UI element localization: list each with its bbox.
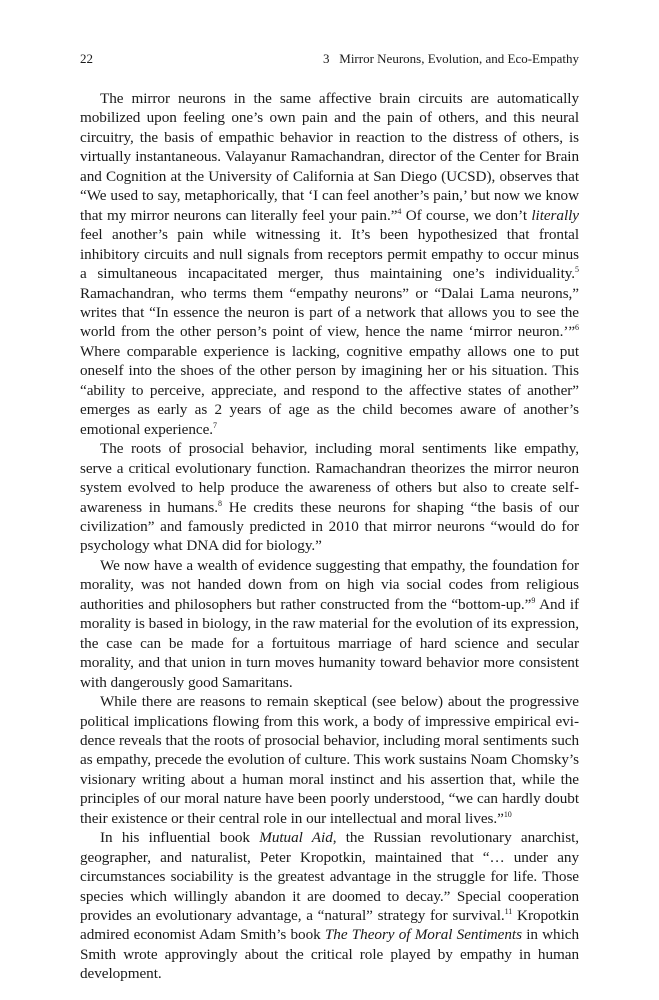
italic-text: literally bbox=[531, 206, 579, 224]
text-run: in which Smith wrote approvingly about the critical role played by empathy in human development. bbox=[80, 926, 580, 983]
text-run: The roots of prosocial behavior, including moral sentiments like empathy, serve a critical evolutionary function. Ramachandran theorizes the mirror neuron system evolved to help produce the awareness of others but also to create self-awareness in humans. bbox=[80, 440, 579, 516]
chapter-title: 3 Mirror Neurons, Evolution, and Eco-Empathy bbox=[323, 51, 579, 66]
paragraph bbox=[80, 692, 579, 828]
text-run: The mirror neurons in the same affective brain circuits are automatically mobilized upon feeling one’s own pain and the pain of others, and this neural circuitry, the basis of empathic behavior in reaction to the distress of others, is virtually instantaneous. Valayanur Ramachandran, director of the Center for Brain and Cognition at the University of California at San Diego (UCSD), observes that “We used to say, metaphorically, that ‘I can feel another’s pain,’ but now we know that my mirror neurons can literally feel your pain.” bbox=[80, 90, 579, 224]
footnote-reference: 8 bbox=[218, 498, 222, 508]
footnote-reference: 11 bbox=[504, 907, 513, 917]
text-run: Of course, we don’t bbox=[401, 206, 532, 224]
body-text bbox=[80, 89, 579, 984]
text-run: While there are reasons to remain skeptical (see below) about the progressive political implications flowing from this work, a body of impressive empirical evidence reveals that the roots of prosocial behavior, including moral sentiments such as empathy, precede the evolution of culture. This work sustains Noam Chomsky’s visionary writing about a human moral instinct and his assertion that, while the principles of our moral nature have been poorly understood, “we can hardly doubt their existence or their central role in our intellectual and moral lives.” bbox=[80, 693, 579, 827]
text-run: And if morality is based in biology, in the raw material for the evolution of its expression, the case can be made for a fortuitous marriage of hard science and secular morality, and that union in turn moves humanity toward behavior more consistent with dangerously good Samaritans. bbox=[80, 595, 580, 691]
footnote-reference: 7 bbox=[213, 420, 217, 430]
text-run: We now have a wealth of evidence suggesting that empathy, the foundation for morality, was not handed down from on high via social codes from religious authorities and philosophers but rather constructed from the “bottom-up.” bbox=[80, 556, 579, 613]
paragraph bbox=[80, 89, 579, 439]
paragraph bbox=[80, 556, 579, 692]
text-run: , the Russian revolutionary anarchist, geographer, and naturalist, Peter Kropotkin, maintained that “… under any circumstances sociability is the greatest advantage in the struggle for life. Those species which willingly abandon it are doomed to decay.” Special cooperation provides an evolutionary advantage, a “natural” strategy for survival. bbox=[80, 829, 579, 925]
paragraph bbox=[80, 439, 579, 556]
text-run: He credits these neurons for shaping “the basis of our civilization” and famously predicted in 2010 that mirror neurons “would do for psychology what DNA did for biology.” bbox=[80, 498, 579, 555]
paragraph bbox=[80, 828, 579, 984]
text-run: Ramachandran, who terms them “empathy neurons” or “Dalai Lama neurons,” writes that “In essence the neuron is part of a network that allows you to see the world from the other person’s point of view, hence the name ‘mirror neuron.’” bbox=[80, 284, 579, 341]
text-run: In his influential book bbox=[100, 829, 260, 847]
italic-text: Mutual Aid bbox=[259, 829, 333, 847]
footnote-reference: 5 bbox=[575, 265, 579, 275]
footnote-reference: 9 bbox=[531, 595, 536, 605]
italic-text: The Theory of Moral Sentiments bbox=[324, 926, 522, 944]
footnote-reference: 10 bbox=[503, 809, 512, 819]
footnote-reference: 4 bbox=[397, 206, 402, 216]
text-run: feel another’s pain while witnessing it. It’s been hypothesized that frontal inhibitory circuits and null signals from receptors permit empathy to occur minus a simultaneous incapacitated merger, thus maintaining one’s individuality. bbox=[80, 226, 579, 283]
footnote-reference: 6 bbox=[575, 323, 579, 333]
text-run: Where comparable experience is lacking, cognitive empathy allows one to put oneself into the shoes of the other person by imagining her or his situation. This “ability to perceive, appreciate, and respond to the affective states of another” emerges as early as 2 years of age as the child becomes aware of another’s emotional experience. bbox=[80, 342, 579, 438]
page-number: 22 bbox=[80, 51, 93, 66]
text-run: Kropotkin admired economist Adam Smith’s book bbox=[80, 907, 580, 944]
